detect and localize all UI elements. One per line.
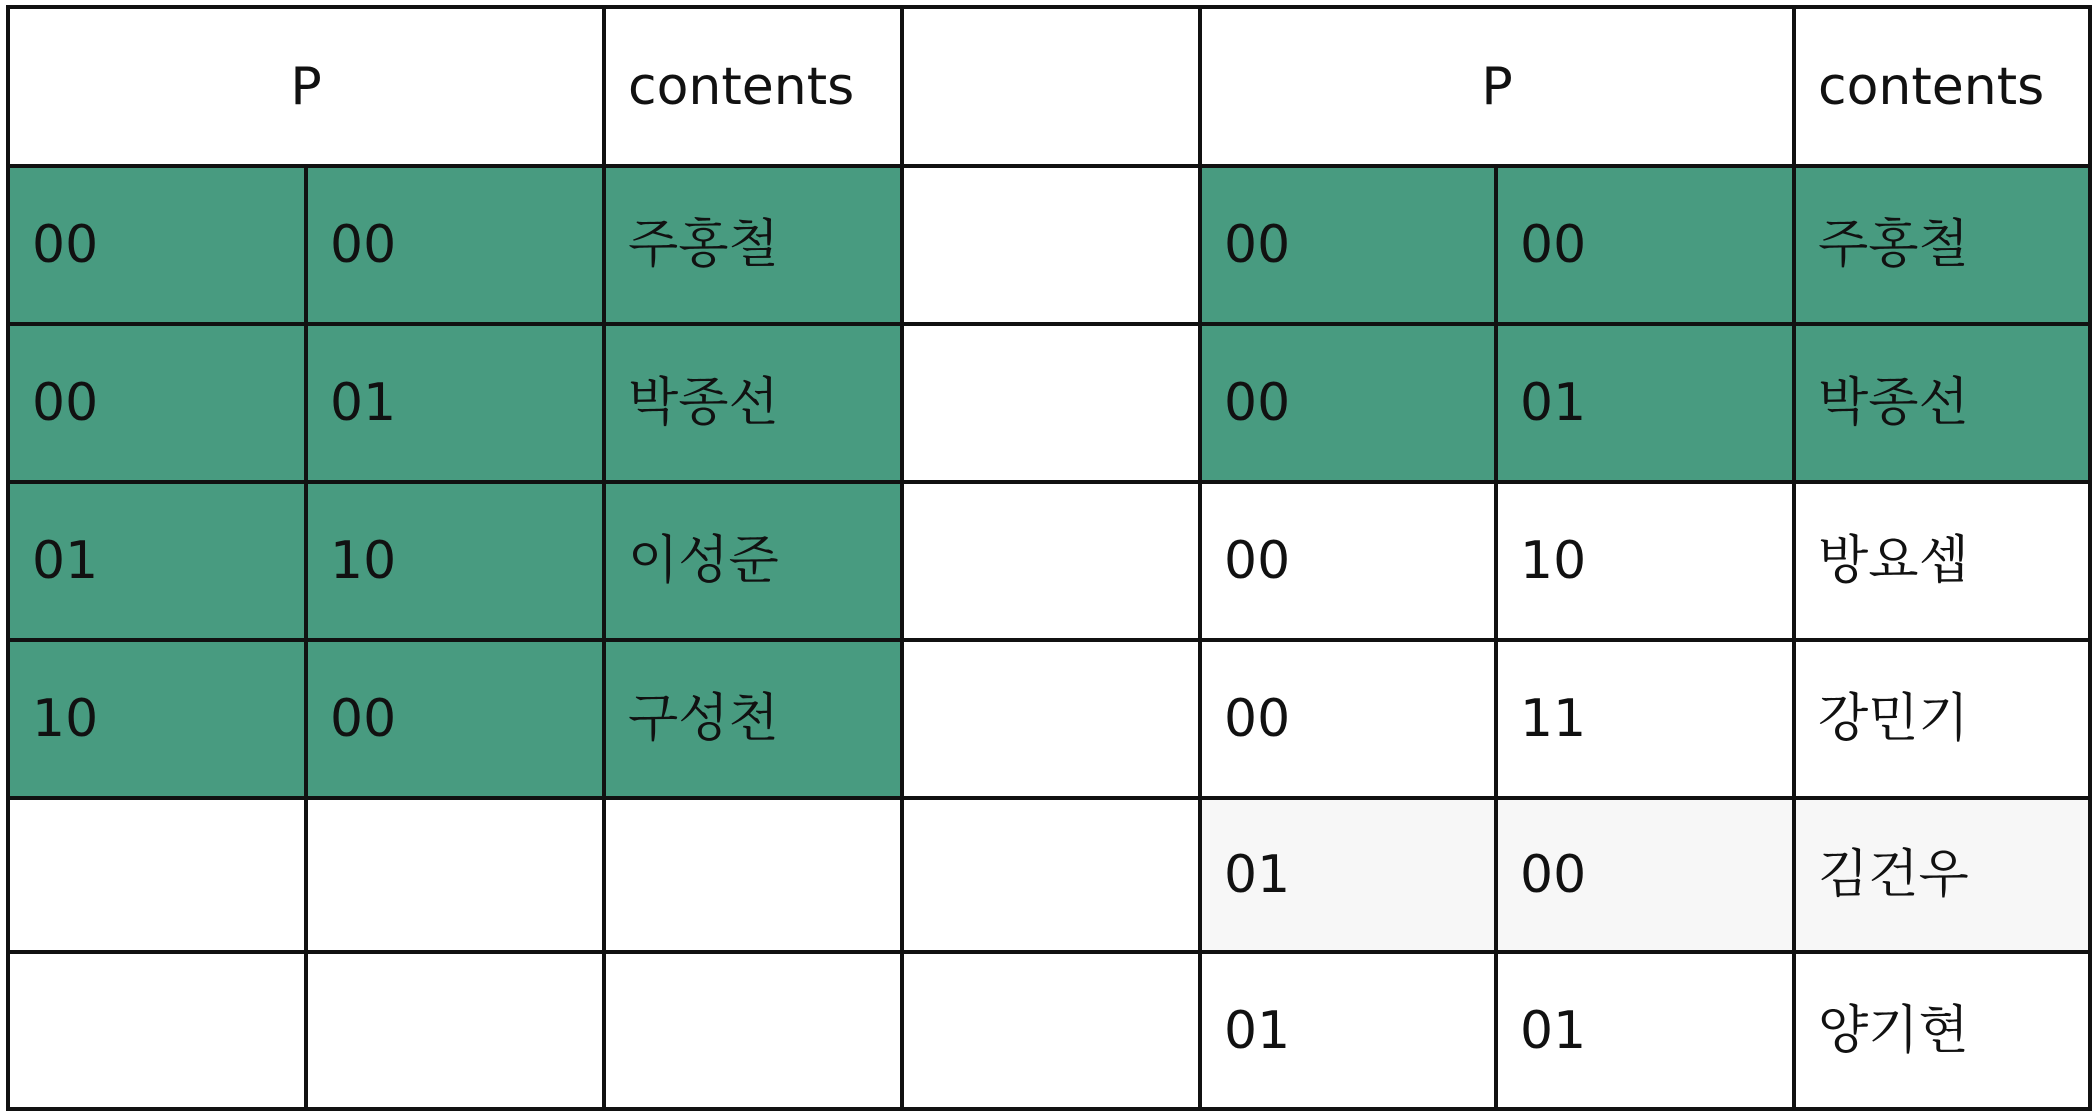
spacer-cell (902, 324, 1200, 482)
spacer-cell (902, 798, 1200, 952)
right-contents-cell: 박종선 (1794, 324, 2090, 482)
left-contents-cell: 구성천 (604, 640, 902, 798)
right-contents-cell: 김건우 (1794, 798, 2090, 952)
right-p-header: P (1200, 7, 1794, 166)
spacer-cell (902, 952, 1200, 1109)
right-p1-cell: 00 (1200, 324, 1496, 482)
right-p2-cell: 01 (1496, 952, 1794, 1109)
table-row (8, 166, 2090, 324)
left-contents-cell: 주홍철 (604, 166, 902, 324)
right-p2-cell: 01 (1496, 324, 1794, 482)
header-row (8, 7, 2090, 166)
right-contents-cell: 양기현 (1794, 952, 2090, 1109)
table-row (8, 482, 2090, 640)
spacer-cell (902, 482, 1200, 640)
right-contents-cell: 강민기 (1794, 640, 2090, 798)
spacer-cell (902, 640, 1200, 798)
left-p1-cell: 01 (8, 482, 306, 640)
empty-cell (604, 952, 902, 1109)
spacer-cell (902, 7, 1200, 166)
left-contents-cell: 박종선 (604, 324, 902, 482)
empty-cell (8, 798, 306, 952)
right-p2-cell: 00 (1496, 166, 1794, 324)
table-row (8, 798, 2090, 952)
left-p2-cell: 00 (306, 640, 604, 798)
left-p-header: P (8, 7, 604, 166)
left-contents-cell: 이성준 (604, 482, 902, 640)
right-p1-cell: 01 (1200, 952, 1496, 1109)
right-contents-header: contents (1794, 7, 2090, 166)
left-p2-cell: 10 (306, 482, 604, 640)
right-p1-cell: 00 (1200, 640, 1496, 798)
empty-cell (8, 952, 306, 1109)
right-p2-cell: 11 (1496, 640, 1794, 798)
right-p2-cell: 00 (1496, 798, 1794, 952)
right-p2-cell: 10 (1496, 482, 1794, 640)
right-contents-cell: 방요셉 (1794, 482, 2090, 640)
left-p1-cell: 00 (8, 324, 306, 482)
table-row (8, 640, 2090, 798)
empty-cell (604, 798, 902, 952)
table-row (8, 324, 2090, 482)
left-p2-cell: 00 (306, 166, 604, 324)
right-p1-cell: 00 (1200, 166, 1496, 324)
spacer-cell (902, 166, 1200, 324)
left-p1-cell: 00 (8, 166, 306, 324)
empty-cell (306, 798, 604, 952)
right-p1-cell: 01 (1200, 798, 1496, 952)
left-p1-cell: 10 (8, 640, 306, 798)
left-p2-cell: 01 (306, 324, 604, 482)
table-row (8, 952, 2090, 1109)
right-contents-cell: 주홍철 (1794, 166, 2090, 324)
right-p1-cell: 00 (1200, 482, 1496, 640)
left-contents-header: contents (604, 7, 902, 166)
empty-cell (306, 952, 604, 1109)
comparison-table (6, 5, 2092, 1111)
